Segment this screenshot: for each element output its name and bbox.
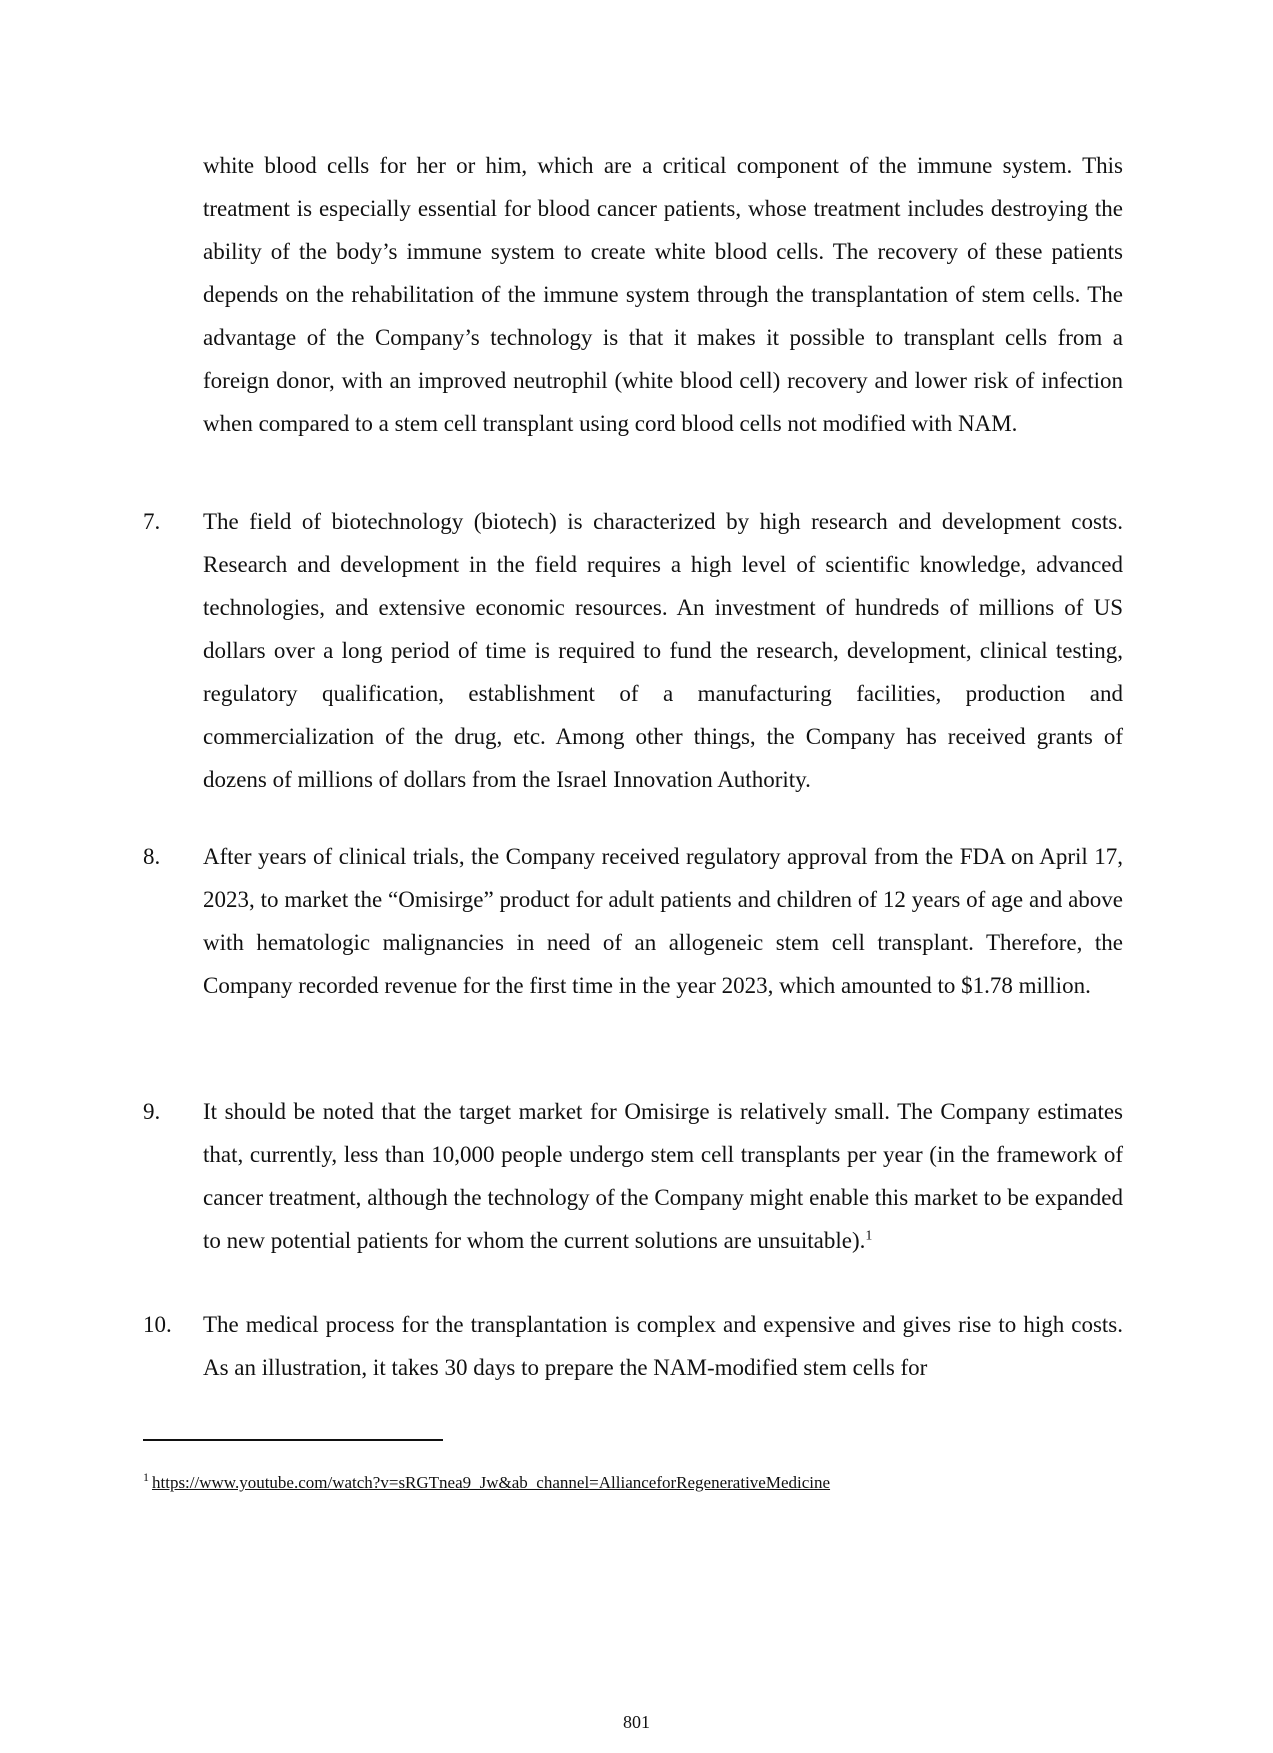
- paragraph-number-10: 10.: [143, 1312, 172, 1337]
- paragraph-number-7: 7.: [143, 509, 161, 534]
- paragraph-number-9: 9.: [143, 1099, 161, 1124]
- footnote-link[interactable]: https://www.youtube.com/watch?v=sRGTnea9_Jw&ab_channel=AllianceforRegenerativeMedicine: [152, 1473, 831, 1492]
- paragraph-8: After years of clinical trials, the Company received regulatory approval from the FDA on April 17, 2023, to market the “Omisirge” product for adult patients and children of 12 years of age and above with hematologic malignancies in need of an allogeneic stem cell transplant. Therefore, the Company recorded revenue for the first time in the year 2023, which amounted to $1.78 million.: [203, 844, 1123, 998]
- page-number: 801: [623, 1712, 650, 1732]
- footnote: [143, 1472, 830, 1494]
- paragraph-intro-continuation: white blood cells for her or him, which are a critical component of the immune system. This treatment is especially essential for blood cancer patients, whose treatment includes destroying the ability of the body’s immune system to create white blood cells. The recovery of these patients depends on the rehabilitation of the immune system through the transplantation of stem cells. The advantage of the Company’s technology is that it makes it possible to transplant cells from a foreign donor, with an improved neutrophil (white blood cell) recovery and lower risk of infection when compared to a stem cell transplant using cord blood cells not modified with NAM.: [203, 153, 1123, 436]
- footnote-mark: 1: [143, 1470, 149, 1485]
- footnote-divider: [143, 1439, 443, 1441]
- paragraph-7: The field of biotechnology (biotech) is characterized by high research and development costs. Research and development in the field requires a high level of scientific knowledge, advanced technologies, and extensive economic resources. An investment of hundreds of millions of US dollars over a long period of time is required to fund the research, development, clinical testing, regulatory qualification, establishment of a manufacturing facilities, production and commercialization of the drug, etc. Among other things, the Company has received grants of dozens of millions of dollars from the Israel Innovation Authority.: [203, 509, 1123, 792]
- footnote-reference[interactable]: 1: [865, 1228, 873, 1244]
- paragraph-9: [203, 1090, 1123, 1262]
- paragraph-number-8: 8.: [143, 844, 161, 869]
- paragraph-9-text: It should be noted that the target market for Omisirge is relatively small. The Company estimates that, currently, less than 10,000 people undergo stem cell transplants per year (in the framework of cancer treatment, although the technology of the Company might enable this market to be expanded to new potential patients for whom the current solutions are unsuitable).: [203, 1099, 1123, 1253]
- paragraph-10: The medical process for the transplantation is complex and expensive and gives rise to high costs. As an illustration, it takes 30 days to prepare the NAM-modified stem cells for: [203, 1312, 1123, 1380]
